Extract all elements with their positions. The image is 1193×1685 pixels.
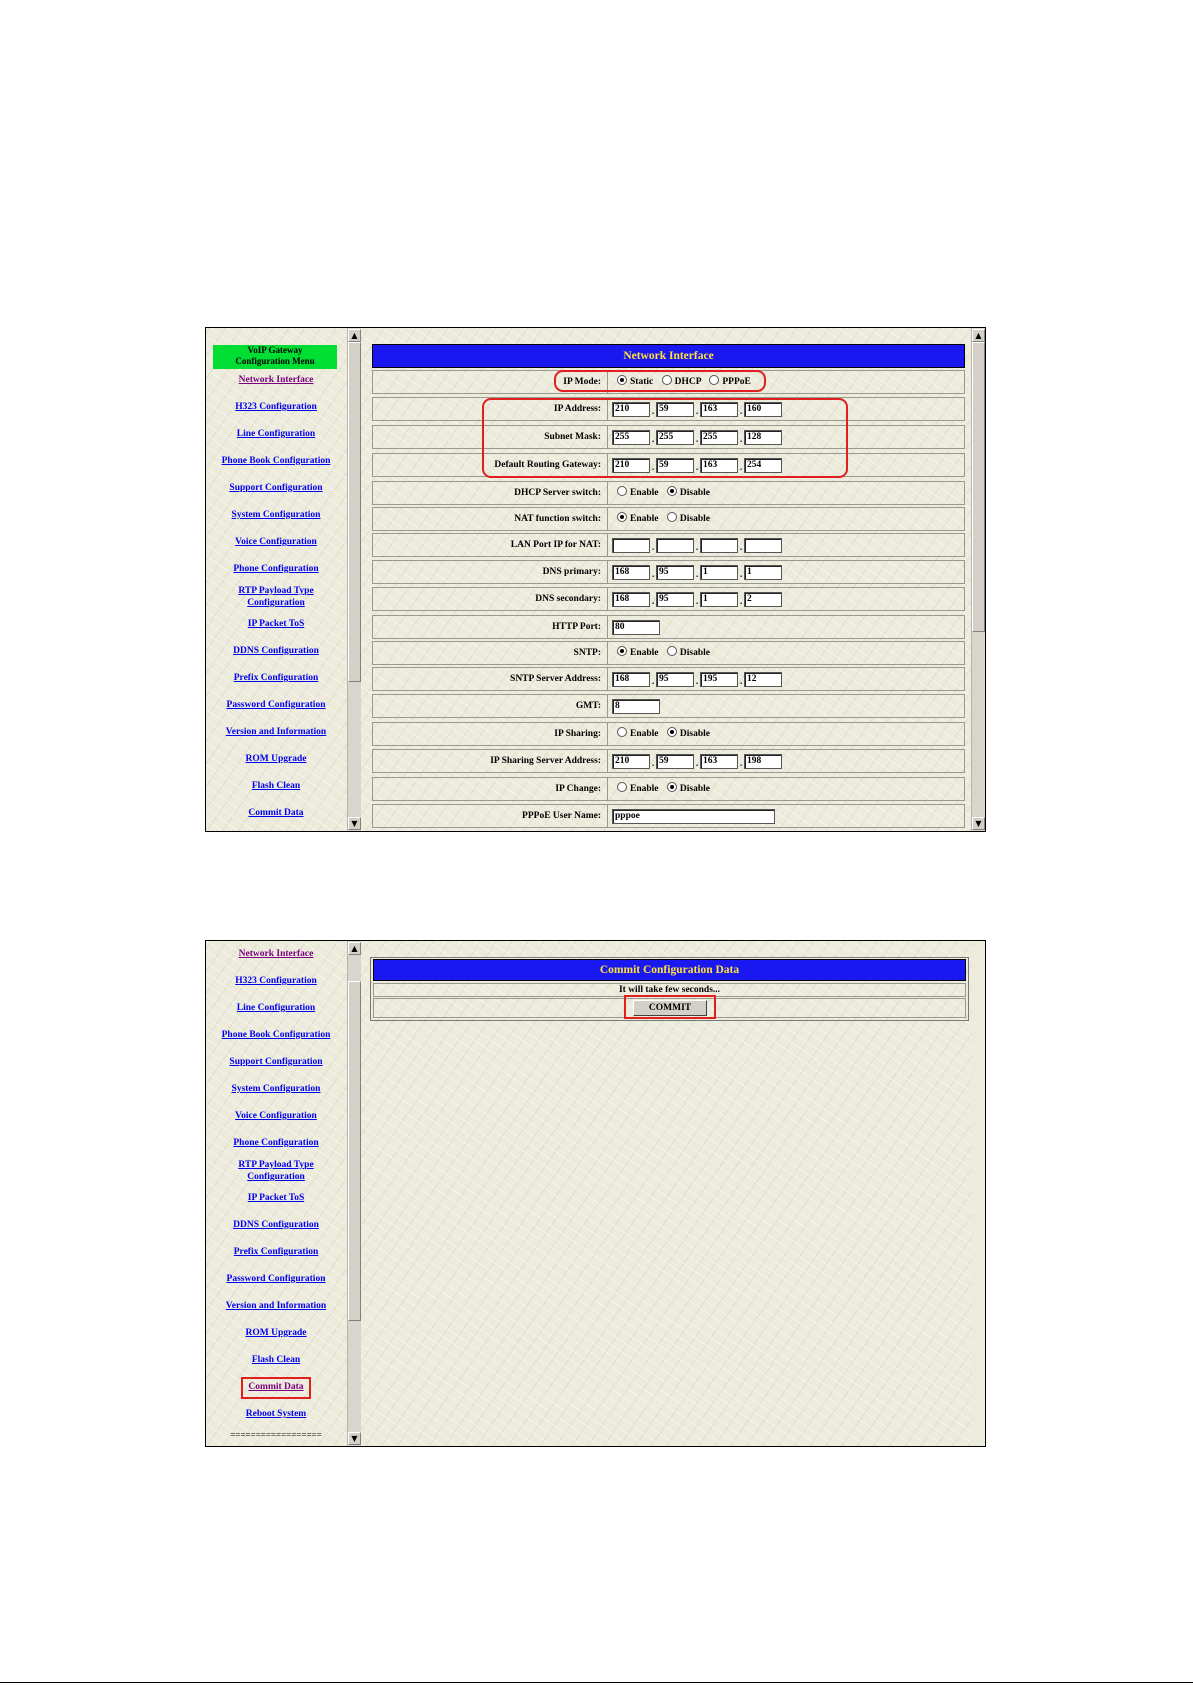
row-ip-mode: IP Mode: Static DHCP PPPoE bbox=[372, 370, 965, 394]
ip-address-label: IP Address: bbox=[373, 398, 608, 420]
gmt-label: GMT: bbox=[373, 695, 608, 717]
row-default-gateway: Default Routing Gateway: 210 . 59 . 163 . 254 bbox=[372, 453, 965, 477]
content-scrollbar[interactable] bbox=[971, 328, 985, 831]
menu-scrollbar[interactable] bbox=[347, 941, 361, 1446]
dns2-octet-1[interactable]: 168 bbox=[612, 592, 650, 607]
sntp-octet-1[interactable]: 168 bbox=[612, 672, 650, 687]
dns-secondary-label: DNS secondary: bbox=[373, 588, 608, 610]
menu-h323-configuration[interactable]: H323 Configuration bbox=[235, 402, 317, 412]
ip-address-octet-4[interactable]: 160 bbox=[744, 402, 782, 417]
dns1-octet-1[interactable]: 168 bbox=[612, 565, 650, 580]
dns1-octet-2[interactable]: 95 bbox=[656, 565, 694, 580]
row-sntp: SNTP: Enable Disable bbox=[372, 641, 965, 665]
ip-change-label: IP Change: bbox=[373, 778, 608, 800]
menu-version-information[interactable]: Version and Information bbox=[225, 1301, 327, 1311]
sntp-octet-3[interactable]: 195 bbox=[700, 672, 738, 687]
row-subnet-mask: Subnet Mask: 255 . 255 . 255 . 128 bbox=[372, 425, 965, 449]
menu-rtp-payload-configuration[interactable]: Configuration bbox=[247, 598, 305, 608]
menu-network-interface[interactable]: Network Interface bbox=[238, 375, 314, 385]
sntp-server-label: SNTP Server Address: bbox=[373, 668, 608, 690]
row-http-port bbox=[372, 615, 965, 639]
row-pppoe-user bbox=[372, 804, 965, 828]
gateway-octet-2[interactable]: 59 bbox=[656, 458, 694, 473]
menu-ip-packet-tos[interactable]: IP Packet ToS bbox=[247, 619, 305, 629]
ip-address-octet-2[interactable]: 59 bbox=[656, 402, 694, 417]
menu-commit-data[interactable]: Commit Data bbox=[248, 1382, 304, 1392]
scroll-down-icon[interactable]: ▼ bbox=[348, 1432, 361, 1445]
menu-network-interface[interactable]: Network Interface bbox=[238, 949, 314, 959]
dhcp-label: DHCP Server switch: bbox=[373, 482, 608, 504]
nat-disable-radio[interactable] bbox=[667, 512, 677, 522]
menu-voice-configuration[interactable]: Voice Configuration bbox=[235, 1111, 317, 1121]
menu-separator: ================== bbox=[230, 1430, 322, 1440]
dns2-octet-4[interactable]: 2 bbox=[744, 592, 782, 607]
config-menu bbox=[206, 328, 346, 831]
network-interface-screenshot bbox=[205, 327, 986, 832]
row-ip-address: IP Address: 210 . 59 . 163 . 160 bbox=[372, 397, 965, 421]
commit-button[interactable]: COMMIT bbox=[633, 1000, 707, 1016]
menu-password-configuration[interactable]: Password Configuration bbox=[226, 1274, 326, 1284]
sntp-octet-4[interactable]: 12 bbox=[744, 672, 782, 687]
ip-address-octet-1[interactable]: 210 bbox=[612, 402, 650, 417]
ip-sharing-disable-radio[interactable] bbox=[667, 727, 677, 737]
menu-h323-configuration[interactable]: H323 Configuration bbox=[235, 976, 317, 986]
menu-prefix-configuration[interactable]: Prefix Configuration bbox=[233, 673, 319, 683]
config-menu bbox=[206, 941, 346, 1446]
menu-version-information[interactable]: Version and Information bbox=[225, 727, 327, 737]
scroll-down-icon[interactable]: ▼ bbox=[348, 817, 361, 830]
content-scroll-up-icon[interactable]: ▲ bbox=[972, 329, 985, 342]
sntp-enable-radio[interactable] bbox=[617, 646, 627, 656]
lan-port-label: LAN Port IP for NAT: bbox=[373, 534, 608, 556]
menu-flash-clean[interactable]: Flash Clean bbox=[251, 781, 301, 791]
content-scroll-thumb[interactable] bbox=[972, 342, 985, 632]
ip-sharing-label: IP Sharing: bbox=[373, 723, 608, 745]
subnet-octet-1[interactable]: 255 bbox=[612, 430, 650, 445]
row-ip-change: IP Change: Enable Disable bbox=[372, 777, 965, 801]
menu-commit-data[interactable]: Commit Data bbox=[248, 808, 304, 818]
commit-data-screenshot bbox=[205, 940, 986, 1447]
menu-rom-upgrade[interactable]: ROM Upgrade bbox=[245, 754, 307, 764]
menu-ddns-configuration[interactable]: DDNS Configuration bbox=[233, 1220, 319, 1230]
menu-phone-book-configuration[interactable]: Phone Book Configuration bbox=[221, 456, 331, 466]
menu-rtp-payload-configuration[interactable]: Configuration bbox=[247, 1172, 305, 1182]
subnet-octet-4[interactable]: 128 bbox=[744, 430, 782, 445]
row-dns-primary: DNS primary: 168 . 95 . 1 . 1 bbox=[372, 560, 965, 584]
scroll-up-icon[interactable]: ▲ bbox=[348, 329, 361, 342]
pppoe-user-label: PPPoE User Name: bbox=[373, 805, 608, 827]
ip-sharing-server-label: IP Sharing Server Address: bbox=[373, 750, 608, 772]
ipshare-octet-4[interactable]: 198 bbox=[744, 754, 782, 769]
row-nat-function: NAT function switch: Enable Disable bbox=[372, 507, 965, 531]
menu-password-configuration[interactable]: Password Configuration bbox=[226, 700, 326, 710]
menu-ip-packet-tos[interactable]: IP Packet ToS bbox=[247, 1193, 305, 1203]
row-sntp-server: SNTP Server Address: 168 . 95 . 195 . 12 bbox=[372, 667, 965, 691]
content-scroll-area bbox=[972, 941, 985, 1446]
menu-system-configuration[interactable]: System Configuration bbox=[231, 1084, 321, 1094]
ip-change-enable-radio[interactable] bbox=[617, 782, 627, 792]
gmt-input[interactable]: 8 bbox=[612, 699, 660, 714]
content-scroll-down-icon[interactable]: ▼ bbox=[972, 817, 985, 830]
menu-phone-book-configuration[interactable]: Phone Book Configuration bbox=[221, 1030, 331, 1040]
dhcp-disable-radio[interactable] bbox=[667, 486, 677, 496]
menu-phone-configuration[interactable]: Phone Configuration bbox=[233, 564, 319, 574]
ip-mode-label: IP Mode: bbox=[373, 371, 608, 393]
ip-change-disable-radio[interactable] bbox=[667, 782, 677, 792]
row-lan-port-ip: LAN Port IP for NAT: . . . bbox=[372, 533, 965, 557]
menu-rtp-payload-type[interactable]: RTP Payload Type bbox=[238, 586, 314, 596]
ipshare-octet-2[interactable]: 59 bbox=[656, 754, 694, 769]
row-dns-secondary: DNS secondary: 168 . 95 . 1 . 2 bbox=[372, 587, 965, 611]
pppoe-user-input[interactable]: pppoe bbox=[612, 809, 775, 824]
commit-data-menu-highlight bbox=[241, 1377, 311, 1399]
sntp-octet-2[interactable]: 95 bbox=[656, 672, 694, 687]
ip-settings-highlight bbox=[482, 398, 848, 478]
gateway-octet-4[interactable]: 254 bbox=[744, 458, 782, 473]
commit-button-highlight bbox=[624, 995, 716, 1019]
menu-support-configuration[interactable]: Support Configuration bbox=[229, 1057, 323, 1067]
scroll-up-icon[interactable]: ▲ bbox=[348, 942, 361, 955]
http-port-label: HTTP Port: bbox=[373, 616, 608, 638]
menu-rtp-payload-type[interactable]: RTP Payload Type bbox=[238, 1160, 314, 1170]
menu-rom-upgrade[interactable]: ROM Upgrade bbox=[245, 1328, 307, 1338]
subnet-octet-2[interactable]: 255 bbox=[656, 430, 694, 445]
ipshare-octet-1[interactable]: 210 bbox=[612, 754, 650, 769]
gateway-octet-3[interactable]: 163 bbox=[700, 458, 738, 473]
http-port-input[interactable]: 80 bbox=[612, 620, 660, 635]
gateway-octet-1[interactable]: 210 bbox=[612, 458, 650, 473]
subnet-octet-3[interactable]: 255 bbox=[700, 430, 738, 445]
ip-address-octet-3[interactable]: 163 bbox=[700, 402, 738, 417]
dns1-octet-4[interactable]: 1 bbox=[744, 565, 782, 580]
scroll-thumb[interactable] bbox=[348, 342, 361, 682]
menu-support-configuration[interactable]: Support Configuration bbox=[229, 483, 323, 493]
menu-prefix-configuration[interactable]: Prefix Configuration bbox=[233, 1247, 319, 1257]
dns2-octet-2[interactable]: 95 bbox=[656, 592, 694, 607]
network-interface-header: Network Interface bbox=[372, 344, 965, 368]
menu-flash-clean[interactable]: Flash Clean bbox=[251, 1355, 301, 1365]
ip-sharing-enable-radio[interactable] bbox=[617, 727, 627, 737]
lan-octet-1[interactable] bbox=[612, 538, 650, 553]
scroll-thumb[interactable] bbox=[348, 981, 361, 1321]
dns-primary-label: DNS primary: bbox=[373, 561, 608, 583]
commit-note: It will take few seconds... bbox=[618, 985, 721, 995]
dns1-octet-3[interactable]: 1 bbox=[700, 565, 738, 580]
nat-label: NAT function switch: bbox=[373, 508, 608, 530]
menu-reboot-system[interactable]: Reboot System bbox=[245, 1409, 307, 1419]
gateway-label: Default Routing Gateway: bbox=[373, 454, 608, 476]
page-footer-rule bbox=[0, 1682, 1193, 1683]
menu-phone-configuration[interactable]: Phone Configuration bbox=[233, 1138, 319, 1148]
row-dhcp-server: DHCP Server switch: Enable Disable bbox=[372, 481, 965, 505]
lan-octet-4[interactable] bbox=[744, 538, 782, 553]
lan-octet-2[interactable] bbox=[656, 538, 694, 553]
lan-octet-3[interactable] bbox=[700, 538, 738, 553]
row-gmt bbox=[372, 694, 965, 718]
menu-voice-configuration[interactable]: Voice Configuration bbox=[235, 537, 317, 547]
subnet-mask-label: Subnet Mask: bbox=[373, 426, 608, 448]
nat-enable-radio[interactable] bbox=[617, 512, 627, 522]
row-ip-sharing: IP Sharing: Enable Disable bbox=[372, 722, 965, 746]
menu-system-configuration[interactable]: System Configuration bbox=[231, 510, 321, 520]
commit-header: Commit Configuration Data bbox=[373, 959, 966, 981]
sntp-label: SNTP: bbox=[373, 642, 608, 664]
menu-scrollbar[interactable] bbox=[347, 328, 361, 831]
row-ip-sharing-server: IP Sharing Server Address: 210 . 59 . 163 . 198 bbox=[372, 749, 965, 773]
ip-mode-highlight bbox=[554, 370, 766, 392]
menu-line-configuration[interactable]: Line Configuration bbox=[236, 1003, 316, 1013]
sntp-disable-radio[interactable] bbox=[667, 646, 677, 656]
dhcp-enable-radio[interactable] bbox=[617, 486, 627, 496]
menu-ddns-configuration[interactable]: DDNS Configuration bbox=[233, 646, 319, 656]
menu-title: VoIP Gateway Configuration Menu bbox=[213, 345, 337, 369]
ipshare-octet-3[interactable]: 163 bbox=[700, 754, 738, 769]
menu-line-configuration[interactable]: Line Configuration bbox=[236, 429, 316, 439]
dns2-octet-3[interactable]: 1 bbox=[700, 592, 738, 607]
